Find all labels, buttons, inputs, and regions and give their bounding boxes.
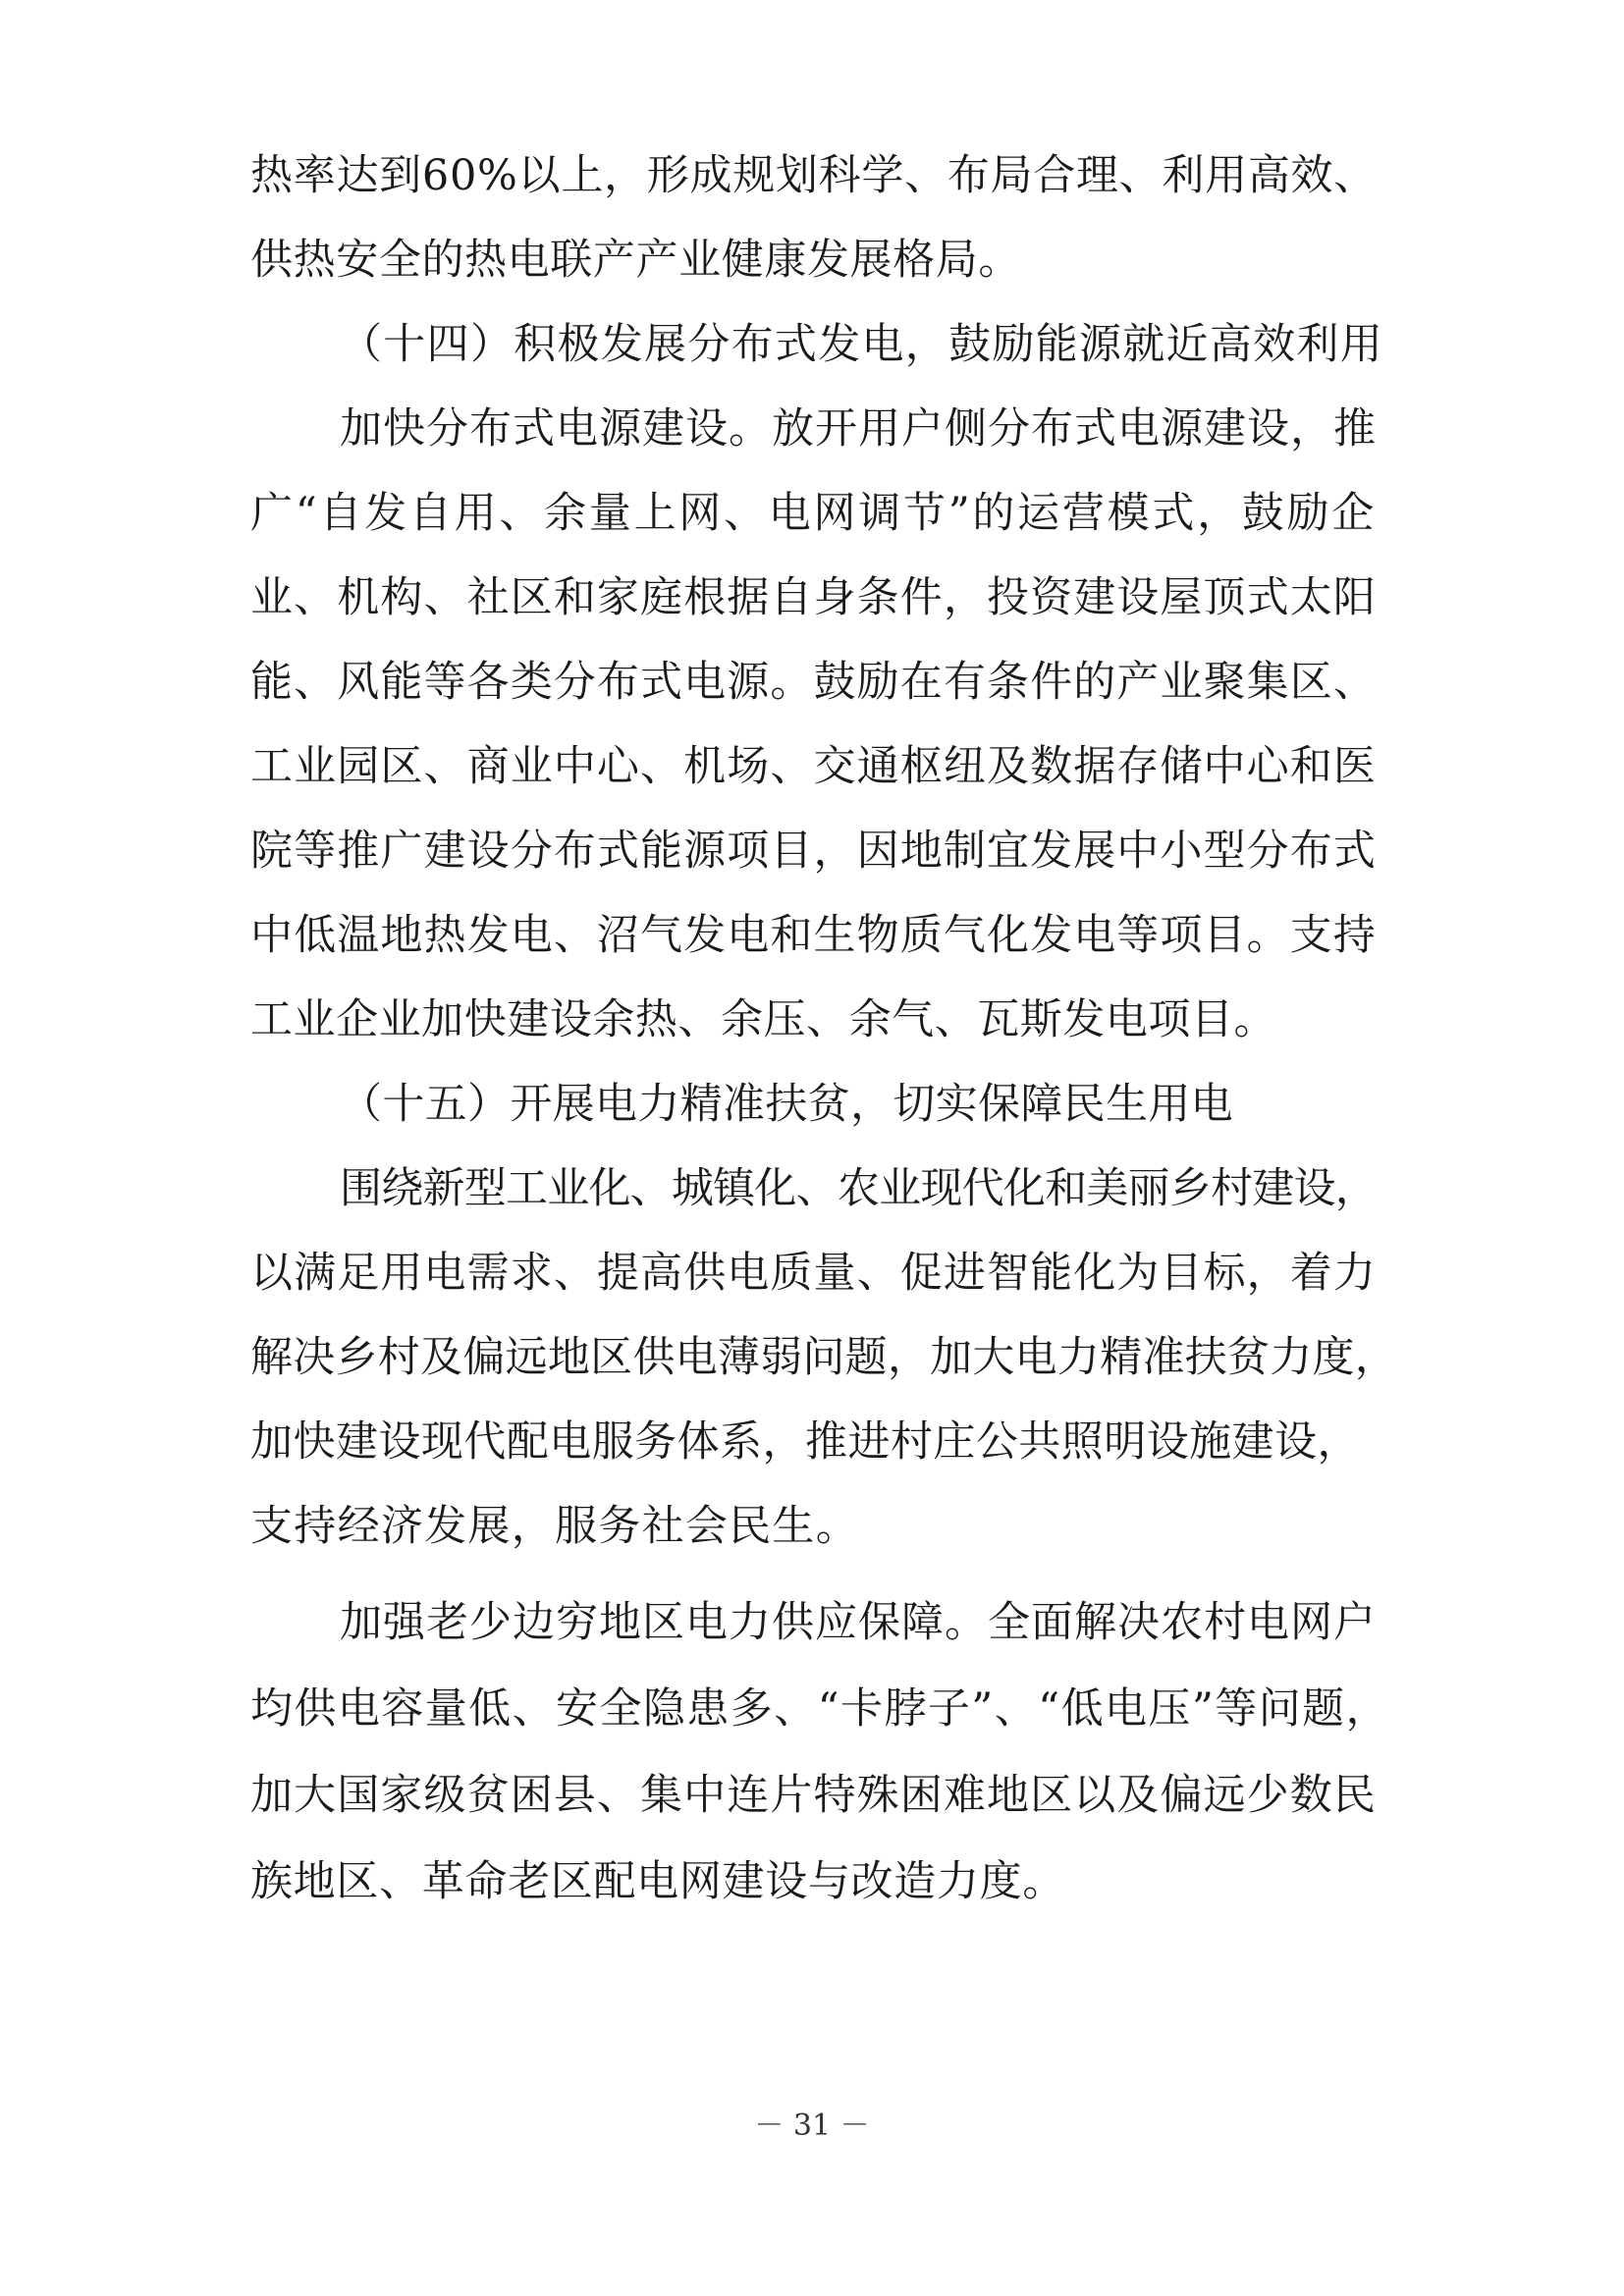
text-line: 热率达到60%以上，形成规划科学、布局合理、利用高效、 — [250, 151, 1377, 200]
section-heading: （十四）积极发展分布式发电，鼓励能源就近高效利用 — [340, 320, 1383, 369]
text-line: 支持经济发展，服务社会民生。 — [250, 1502, 859, 1551]
text-line: 院等推广建设分布式能源项目，因地制宜发展中小型分布式 — [250, 827, 1377, 876]
text-line: 能、风能等各类分布式电源。鼓励在有条件的产业聚集区、 — [250, 658, 1377, 707]
text-line: 解决乡村及偏远地区供电薄弱问题，加大电力精准扶贫力度， — [250, 1333, 1397, 1382]
text-line: 加强老少边穷地区电力供应保障。全面解决农村电网户 — [340, 1598, 1377, 1647]
text-line: 加快分布式电源建设。放开用户侧分布式电源建设，推 — [340, 404, 1377, 454]
text-line: 中低温地热发电、沼气发电和生物质气化发电等项目。支持 — [250, 911, 1377, 960]
section-heading: （十五）开展电力精准扶贫，切实保障民生用电 — [340, 1080, 1233, 1129]
page-number: － 31 － — [754, 2109, 870, 2143]
text-line: 工业园区、商业中心、机场、交通枢纽及数据存储中心和医 — [250, 742, 1377, 791]
text-line: 广“自发自用、余量上网、电网调节”的运营模式，鼓励企 — [250, 489, 1377, 538]
text-line: 以满足用电需求、提高供电质量、促进智能化为目标，着力 — [250, 1249, 1377, 1298]
text-line: 加快建设现代配电服务体系，推进村庄公共照明设施建设， — [250, 1417, 1360, 1467]
text-line: 工业企业加快建设余热、余压、余气、瓦斯发电项目。 — [250, 995, 1276, 1044]
text-line: 业、机构、社区和家庭根据自身条件，投资建设屋顶式太阳 — [250, 573, 1377, 622]
text-line: 加大国家级贫困县、集中连片特殊困难地区以及偏远少数民 — [250, 1771, 1377, 1820]
text-line: 围绕新型工业化、城镇化、农业现代化和美丽乡村建设， — [340, 1164, 1377, 1213]
text-line: 族地区、革命老区配电网建设与改造力度。 — [250, 1857, 1065, 1906]
text-line: 供热安全的热电联产产业健康发展格局。 — [250, 236, 1021, 285]
text-line: 均供电容量低、安全隐患多、“卡脖子”、“低电压”等问题， — [250, 1684, 1389, 1734]
